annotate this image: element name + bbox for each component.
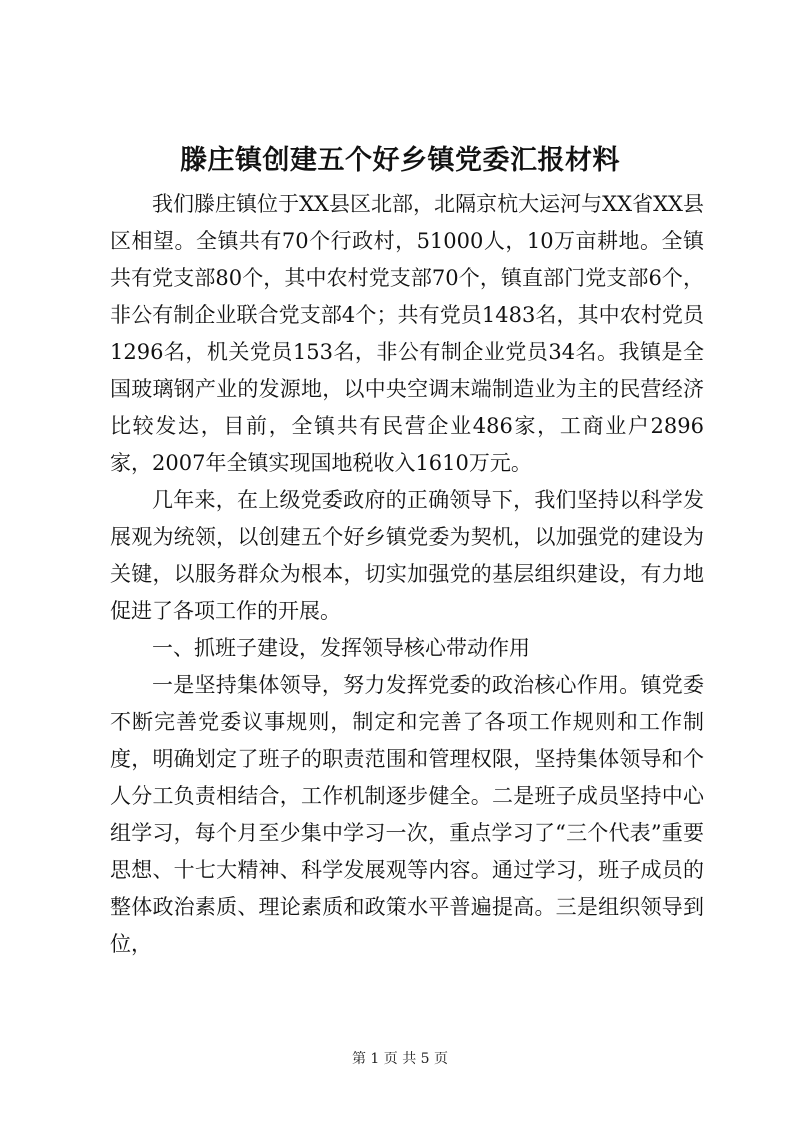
paragraph-section-one: 一是坚持集体领导，努力发挥党委的政治核心作用。镇党委不断完善党委议事规则，制定和完善了各项工作规则和工作制度，明确划定了班子的职责范围和管理权限，坚持集体领导和个人分工负责相结合，工作机制逐步健全。二是班子成员坚持中心组学习，每个月至少集中学习一次，重点学习了“三个代表”重要思想、十七大精神、科学发展观等内容。通过学习，班子成员的整体政治素质、理论素质和政策水平普遍提高。三是组织领导到位， — [110, 673, 704, 956]
paragraph-summary: 几年来，在上级党委政府的正确领导下，我们坚持以科学发展观为统领，以创建五个好乡镇党委为契机，以加强党的建设为关键，以服务群众为根本，切实加强党的基层组织建设，有力地促进了各项工作的开展。 — [110, 488, 704, 623]
document-body — [110, 186, 704, 963]
paragraph-overview: 我们滕庄镇位于XX县区北部，北隔京杭大运河与XX省XX县区相望。全镇共有70个行政村，51000人，10万亩耕地。全镇共有党支部80个，其中农村党支部70个，镇直部门党支部6个，非公有制企业联合党支部4个；共有党员1483名，其中农村党员1296名，机关党员153名，非公有制企业党员34名。我镇是全国玻璃钢产业的发源地，以中央空调末端制造业为主的民营经济比较发达，目前，全镇共有民营企业486家，工商业户2896家，2007年全镇实现国地税收入1610万元。 — [110, 192, 704, 475]
section-heading: 一、抓班子建设，发挥领导核心带动作用 — [152, 636, 530, 660]
page-number-footer: 第 1 页 共 5 页 — [351, 1051, 449, 1067]
document-title: 滕庄镇创建五个好乡镇党委汇报材料 — [180, 145, 620, 176]
